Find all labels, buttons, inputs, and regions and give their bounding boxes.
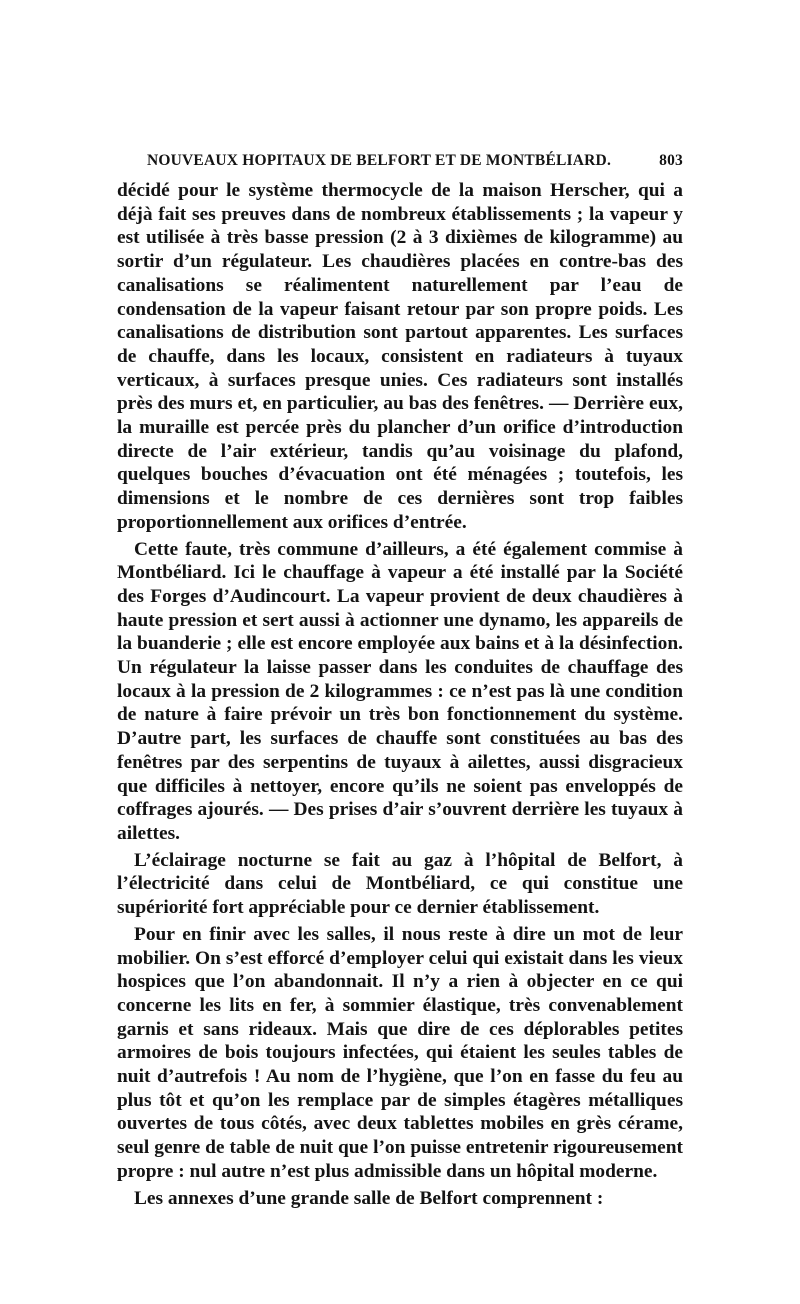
page-number: 803 [659,152,683,169]
running-title: NOUVEAUX HOPITAUX DE BELFORT ET DE MONTBÉLIARD. [147,152,612,169]
body-text [117,179,683,1210]
paragraph-lighting: L’éclairage nocturne se fait au gaz à l’hôpital de Belfort, à l’électricité dans celui de Montbéliard, ce qui constitue une supériorité fort appréciable pour ce dernier établissement. [117,849,683,919]
page-header [147,148,683,174]
paragraph-heating-belfort: décidé pour le système thermocycle de la maison Herscher, qui a déjà fait ses preuves dans de nombreux établissements ; la vapeur y est utilisée à très basse pression (2 à 3 dixièmes de kilogramme) au sortir d’un régulateur. Les chaudières placées en contre-bas des canalisations se réalimentent naturellement par l’eau de condensation de la vapeur faisant retour par son propre poids. Les canalisations de distribution sont partout apparentes. Les surfaces de chauffe, dans les locaux, consistent en radiateurs à tuyaux verticaux, à surfaces presque unies. Ces radiateurs sont installés près des murs et, en particulier, au bas des fenêtres. — Derrière eux, la muraille est percée près du plancher d’un orifice d’introduction directe de l’air extérieur, tandis qu’au voisinage du plafond, quelques bouches d’évacuation ont été ménagées ; toutefois, les dimensions et le nombre de ces dernières sont trop faibles proportionnellement aux orifices d’entrée. [117,180,683,533]
paragraph-furniture: Pour en finir avec les salles, il nous reste à dire un mot de leur mobilier. On s’est efforcé d’employer celui qui existait dans les vieux hospices que l’on abandonnait. Il n’y a rien à objecter en ce qui concerne les lits en fer, à sommier élastique, très convenablement garnis et sans rideaux. Mais que dire de ces déplorables petites armoires de bois toujours infectées, qui étaient les seules tables de nuit d’autrefois ! Au nom de l’hygiène, que l’on en fasse du feu au plus tôt et qu’on les remplace par de simples étagères métalliques ouvertes de tous côtés, avec deux tablettes mobiles en grès cérame, seul genre de table de nuit que l’on puisse entretenir rigoureusement propre : nul autre n’est plus admissible dans un hôpital moderne. [117,923,683,1182]
paragraph-annexes: Les annexes d’une grande salle de Belfort comprennent : [134,1187,604,1209]
paragraph-heating-montbeliard: Cette faute, très commune d’ailleurs, a été également commise à Montbéliard. Ici le chauffage à vapeur a été installé par la Société des Forges d’Audincourt. La vapeur provient de deux chaudières à haute pression et sert aussi à actionner une dynamo, les appareils de la buanderie ; elle est encore employée aux bains et à la désinfection. Un régulateur la laisse passer dans les conduites de chauffage des locaux à la pression de 2 kilogrammes : ce n’est pas là une condition de nature à faire prévoir un très bon fonctionnement du système. D’autre part, les surfaces de chauffe sont constituées au bas des fenêtres par des serpentins de tuyaux à ailettes, aussi disgracieux que difficiles à nettoyer, encore qu’ils ne soient pas enveloppés de coffrages ajourés. — Des prises d’air s’ouvrent derrière les tuyaux à ailettes. [117,538,683,844]
